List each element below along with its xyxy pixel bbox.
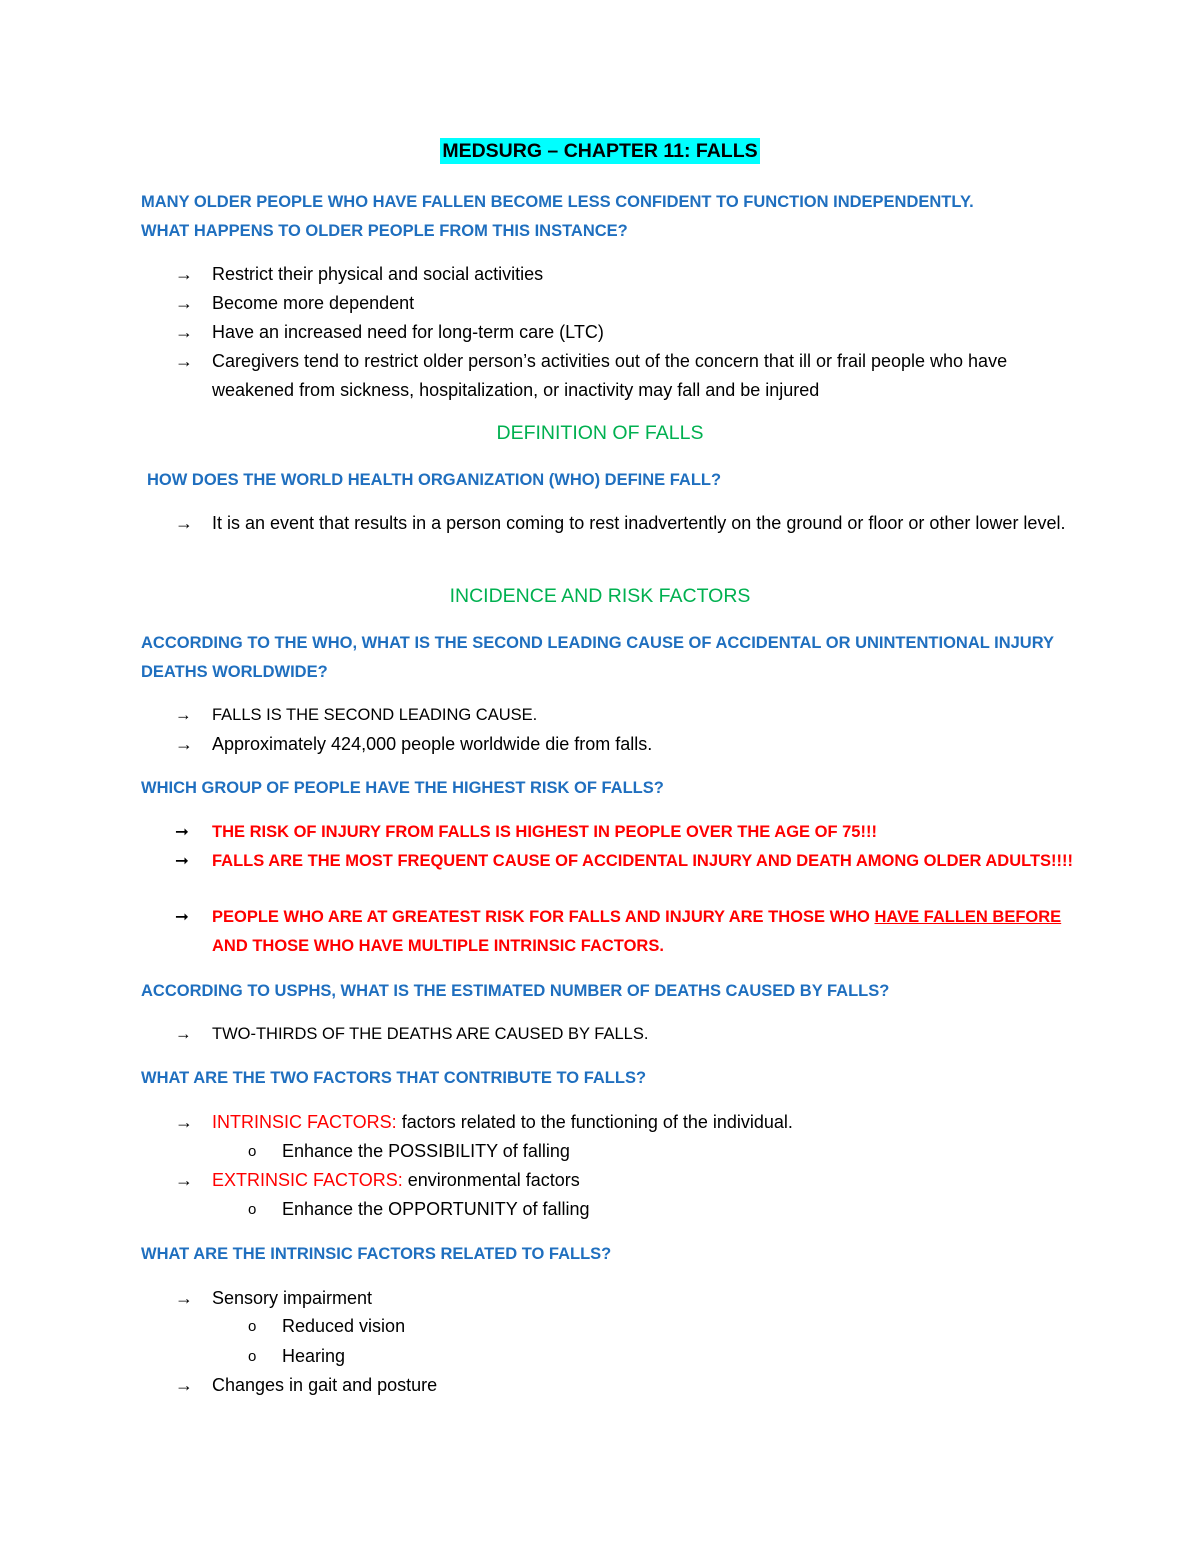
page-title: MEDSURG – CHAPTER 11: FALLS <box>442 140 758 162</box>
list-item: → FALLS IS THE SECOND LEADING CAUSE. <box>175 706 538 724</box>
list-item: → Have an increased need for long-term care (LTC) <box>175 322 604 342</box>
risk-group-question: WHICH GROUP OF PEOPLE HAVE THE HIGHEST RISK OF FALLS? <box>141 779 664 797</box>
list-item: → Restrict their physical and social activities <box>175 264 544 284</box>
leading-cause-question: ACCORDING TO THE WHO, WHAT IS THE SECOND LEADING CAUSE OF ACCIDENTAL OR UNINTENTIONAL INJURY DEATHS WORLDWIDE? <box>141 634 1054 681</box>
intrinsic-factors-question: WHAT ARE THE INTRINSIC FACTORS RELATED TO FALLS? <box>141 1245 612 1263</box>
list-item: → Caregivers tend to restrict older person’s activities out of the concern that ill or frail people who have weakened from sickness, hospitalization, or inactivity may fall and be injured <box>175 351 1008 400</box>
sub-list-item: o Enhance the OPPORTUNITY of falling <box>248 1199 590 1219</box>
list-item: ➞ THE RISK OF INJURY FROM FALLS IS HIGHEST IN PEOPLE OVER THE AGE OF 75!!! <box>175 823 877 841</box>
list-item: → Become more dependent <box>175 293 415 313</box>
list-item: → INTRINSIC FACTORS: factors related to the functioning of the individual. <box>175 1112 793 1132</box>
usphs-question: ACCORDING TO USPHS, WHAT IS THE ESTIMATED NUMBER OF DEATHS CAUSED BY FALLS? <box>141 982 890 1000</box>
section-heading-definition: DEFINITION OF FALLS <box>496 422 704 444</box>
list-item: → Changes in gait and posture <box>175 1375 438 1395</box>
sub-list-item: o Reduced vision <box>248 1316 406 1336</box>
list-item: ➞ PEOPLE WHO ARE AT GREATEST RISK FOR FALLS AND INJURY ARE THOSE WHO HAVE FALLEN BEFORE AND THOSE WHO HAVE MULTIPLE INTRINSIC FACTORS. <box>175 908 1062 955</box>
section-heading-incidence: INCIDENCE AND RISK FACTORS <box>449 585 751 607</box>
list-item: → Approximately 424,000 people worldwide die from falls. <box>175 734 653 754</box>
list-item: → It is an event that results in a person coming to rest inadvertently on the ground or floor or other lower level. <box>175 513 1066 533</box>
intro-question: MANY OLDER PEOPLE WHO HAVE FALLEN BECOME LESS CONFIDENT TO FUNCTION INDEPENDENTLY. WHAT HAPPENS TO OLDER PEOPLE FROM THIS INSTANCE? <box>141 193 974 240</box>
sub-list-item: o Enhance the POSSIBILITY of falling <box>248 1141 570 1161</box>
two-factors-question: WHAT ARE THE TWO FACTORS THAT CONTRIBUTE TO FALLS? <box>141 1069 647 1087</box>
list-item: → EXTRINSIC FACTORS: environmental factors <box>175 1170 580 1190</box>
sub-list-item: o Hearing <box>248 1346 346 1366</box>
list-item: → Sensory impairment <box>175 1288 373 1308</box>
definition-question: HOW DOES THE WORLD HEALTH ORGANIZATION (WHO) DEFINE FALL? <box>147 471 722 489</box>
list-item: ➞ FALLS ARE THE MOST FREQUENT CAUSE OF ACCIDENTAL INJURY AND DEATH AMONG OLDER ADULTS!!!! <box>175 852 1074 870</box>
list-item: → TWO-THIRDS OF THE DEATHS ARE CAUSED BY FALLS. <box>175 1025 649 1043</box>
